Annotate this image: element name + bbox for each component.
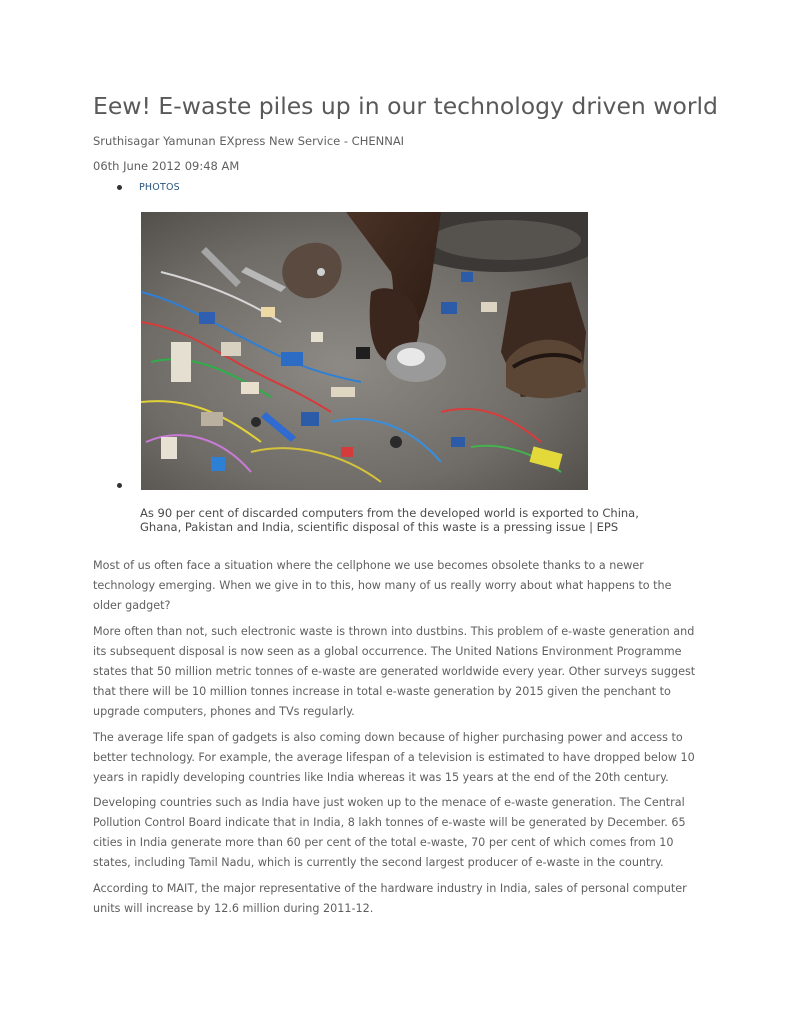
photos-link[interactable]: PHOTOS [139, 182, 180, 193]
article-paragraph: Developing countries such as India have just woken up to the menace of e-waste generation. The Central Pollution Control Board indicate that in India, 8 lakh tonnes of e-waste will be generated by December. 65 cities in India generate more than 60 per cent of the total e-waste, 70 per cent of which comes from 10 states, including Tamil Nadu, which is currently the second largest producer of e-waste in the country. [93, 796, 686, 869]
list-bullet [117, 185, 122, 190]
photo-caption: As 90 per cent of discarded computers from the developed world is exported to China, Ghana, Pakistan and India, scientific disposal of this waste is a pressing issue | EPS [140, 506, 639, 534]
article-byline: Sruthisagar Yamunan EXpress New Service - CHENNAI [93, 134, 405, 148]
ewaste-photo-illustration [141, 212, 588, 490]
article-paragraph: Most of us often face a situation where the cellphone we use becomes obsolete thanks to a newer technology emerging. When we give in to this, how many of us really worry about what happens to the older gadget? [93, 559, 672, 612]
article-paragraph: The average life span of gadgets is also coming down because of higher purchasing power and access to better technology. For example, the average lifespan of a television is estimated to have dropped below 10 years in rapidly developing countries like India whereas it was 15 years at the end of the 20th century. [93, 731, 695, 784]
article-dateline: 06th June 2012 09:48 AM [93, 159, 240, 173]
ewaste-photo[interactable] [141, 212, 588, 490]
article-title: Eew! E-waste piles up in our technology driven world [93, 92, 718, 120]
article-paragraph: According to MAIT, the major representative of the hardware industry in India, sales of personal computer units will increase by 12.6 million during 2011-12. [93, 882, 687, 915]
list-bullet [117, 483, 122, 488]
article-paragraph: More often than not, such electronic waste is thrown into dustbins. This problem of e-waste generation and its subsequent disposal is now seen as a global occurrence. The United Nations Environment Programme states that 50 million metric tonnes of e-waste are generated worldwide every year. Other surveys suggest that there will be 10 million tonnes increase in total e-waste generation by 2015 given the penchant to upgrade computers, phones and TVs regularly. [93, 625, 696, 718]
